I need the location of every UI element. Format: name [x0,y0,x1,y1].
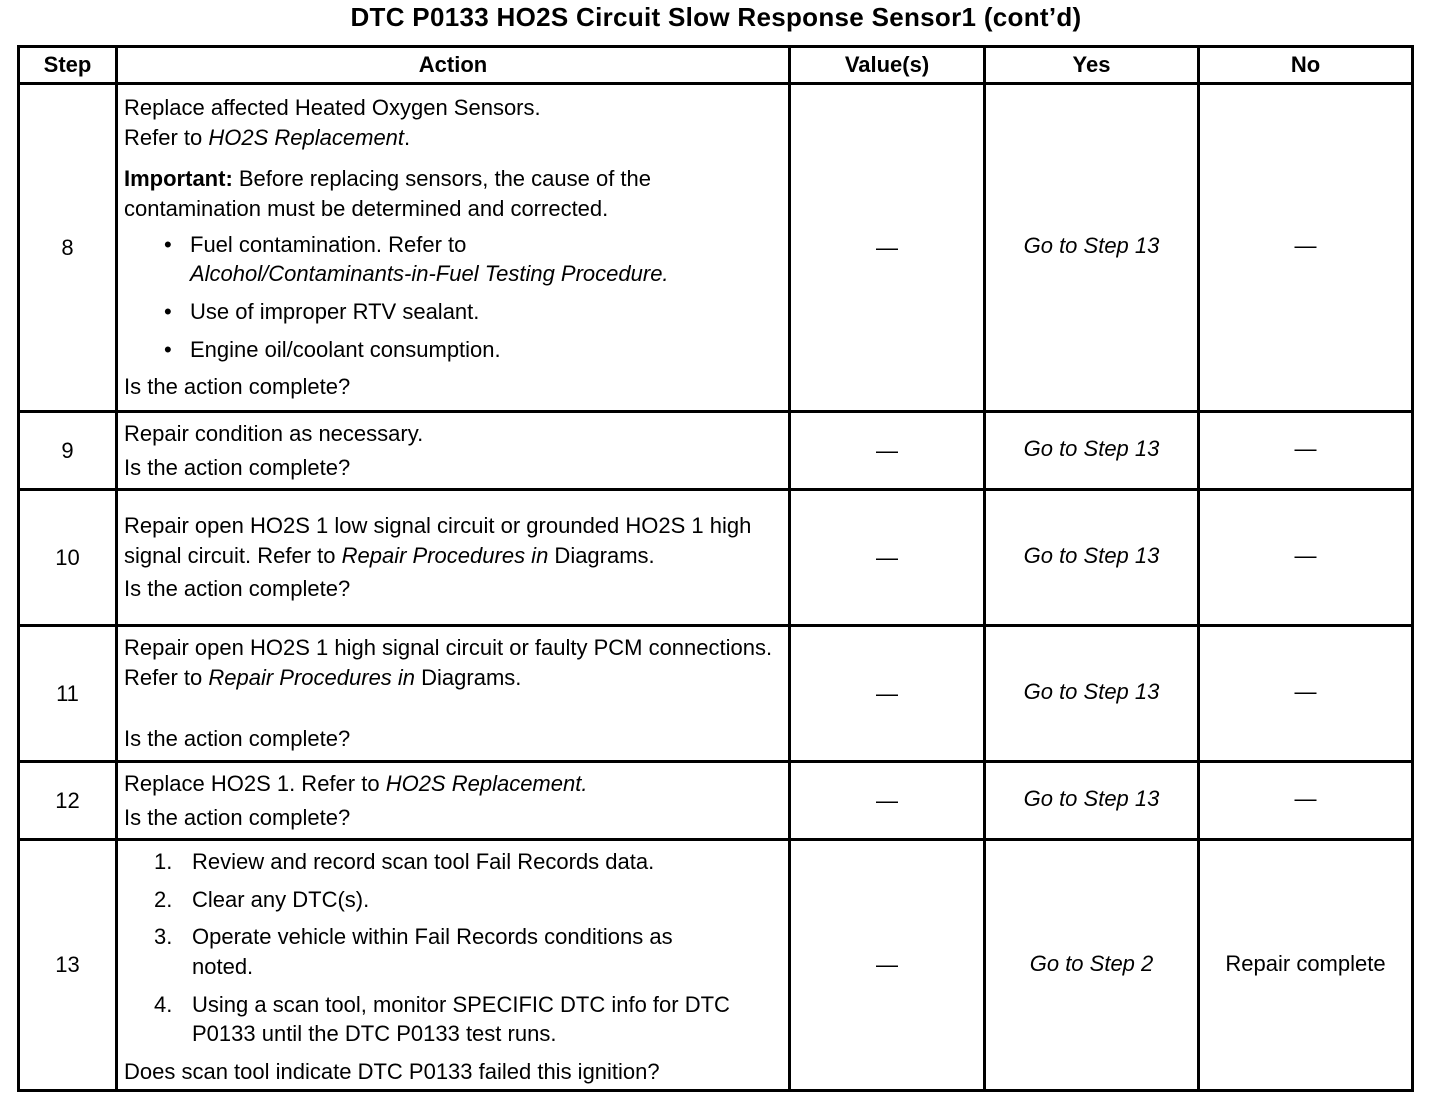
bullet-icon: • [164,231,172,257]
bullet-text: Engine oil/coolant consumption. [190,336,501,362]
action-cell [117,412,790,490]
table-row-step-9 [19,412,1413,490]
bullet-icon: • [164,336,172,362]
value-cell: — [790,626,985,762]
list-item [124,922,782,981]
item-text: Operate vehicle within Fail Records conditions as noted. [192,924,673,980]
action-text [124,769,782,799]
action-text [124,633,782,692]
table-row-step-11 [19,626,1413,762]
step-number: 13 [19,840,117,1091]
repair-procedures-link[interactable]: Repair Procedures in [208,664,416,690]
value-cell: — [790,84,985,412]
yes-cell: Go to Step 13 [985,412,1199,490]
important-text: Before replacing sensors, the cause of the contamination must be determined and corrected. [124,166,652,221]
action-cell [117,490,790,626]
action-text-b: Diagrams. [415,664,522,690]
yes-cell: Go to Step 13 [985,490,1199,626]
repair-procedures-link[interactable]: Repair Procedures in [341,542,549,568]
list-item [124,847,782,877]
no-cell: — [1199,626,1413,762]
no-cell: — [1199,84,1413,412]
header-no: No [1199,47,1413,84]
list-item [124,885,782,915]
header-action: Action [117,47,790,84]
action-question: Is the action complete? [124,576,351,602]
item-text: Using a scan tool, monitor SPECIFIC DTC info for DTC P0133 until the DTC P0133 test runs. [192,991,730,1047]
item-number: 2. [154,886,173,912]
yes-cell: Go to Step 13 [985,762,1199,840]
action-text: Replace affected Heated Oxygen Sensors. [124,94,541,120]
bullet-text: Use of improper RTV sealant. [190,299,480,325]
refer-prefix: Refer to [124,124,209,150]
value-cell: — [790,840,985,1091]
table-header-row [19,47,1413,84]
action-text-a: Repair open HO2S 1 low signal circuit or grounded HO2S 1 high signal circuit. Refer to [124,512,752,568]
page-title: DTC P0133 HO2S Circuit Slow Response Sensor1 (cont’d) [350,2,1082,32]
numbered-list [124,847,782,1049]
header-values: Value(s) [790,47,985,84]
no-cell: Repair complete [1199,840,1413,1091]
refer-suffix: . [404,124,411,150]
step-number: 9 [19,412,117,490]
header-yes: Yes [985,47,1199,84]
bullet-icon: • [164,299,172,325]
item-text: Review and record scan tool Fail Records data. [192,849,655,874]
action-text [124,511,782,570]
list-item [124,335,782,365]
action-cell [117,84,790,412]
action-question: Is the action complete? [124,726,351,752]
action-text: Repair condition as necessary. [124,420,424,446]
action-text-a: Repair open HO2S 1 high signal circuit or faulty PCM connections. Refer to [124,634,773,690]
yes-cell: Go to Step 13 [985,626,1199,762]
value-cell: — [790,412,985,490]
action-question: Does scan tool indicate DTC P0133 failed this ignition? [124,1059,660,1085]
step-number: 10 [19,490,117,626]
procedure-table [17,45,1414,1092]
no-cell: — [1199,412,1413,490]
fuel-testing-link[interactable]: Alcohol/Contaminants-in-Fuel Testing Procedure. [190,261,669,287]
value-cell: — [790,762,985,840]
item-number: 1. [154,849,173,874]
action-cell [117,840,790,1091]
important-label: Important: [124,166,233,192]
item-number: 3. [154,924,173,950]
action-cell [117,626,790,762]
bullet-text: Fuel contamination. Refer to [190,231,467,257]
action-cell [117,762,790,840]
action-text-a: Replace HO2S 1. Refer to [124,770,386,796]
no-cell: — [1199,762,1413,840]
table-row-step-12 [19,762,1413,840]
important-note [124,164,782,223]
value-cell: — [790,490,985,626]
item-text: Clear any DTC(s). [192,886,370,912]
table-row-step-8 [19,84,1413,412]
header-step: Step [19,47,117,84]
step-number: 11 [19,626,117,762]
yes-cell: Go to Step 13 [985,84,1199,412]
ho2s-replacement-link[interactable]: HO2S Replacement [208,124,405,150]
item-number: 4. [154,991,173,1017]
step-number: 12 [19,762,117,840]
table-row-step-10 [19,490,1413,626]
ho2s-replacement-link[interactable]: HO2S Replacement. [385,770,588,796]
list-item [124,230,782,289]
action-question: Is the action complete? [124,454,351,480]
no-cell: — [1199,490,1413,626]
list-item [124,990,782,1049]
refer-line [124,123,782,153]
list-item [124,297,782,327]
action-text-b: Diagrams. [548,542,655,568]
yes-cell: Go to Step 2 [985,840,1199,1091]
action-question: Is the action complete? [124,804,351,830]
step-number: 8 [19,84,117,412]
bullet-list [124,230,782,365]
table-row-step-13 [19,840,1413,1091]
action-question: Is the action complete? [124,374,351,400]
